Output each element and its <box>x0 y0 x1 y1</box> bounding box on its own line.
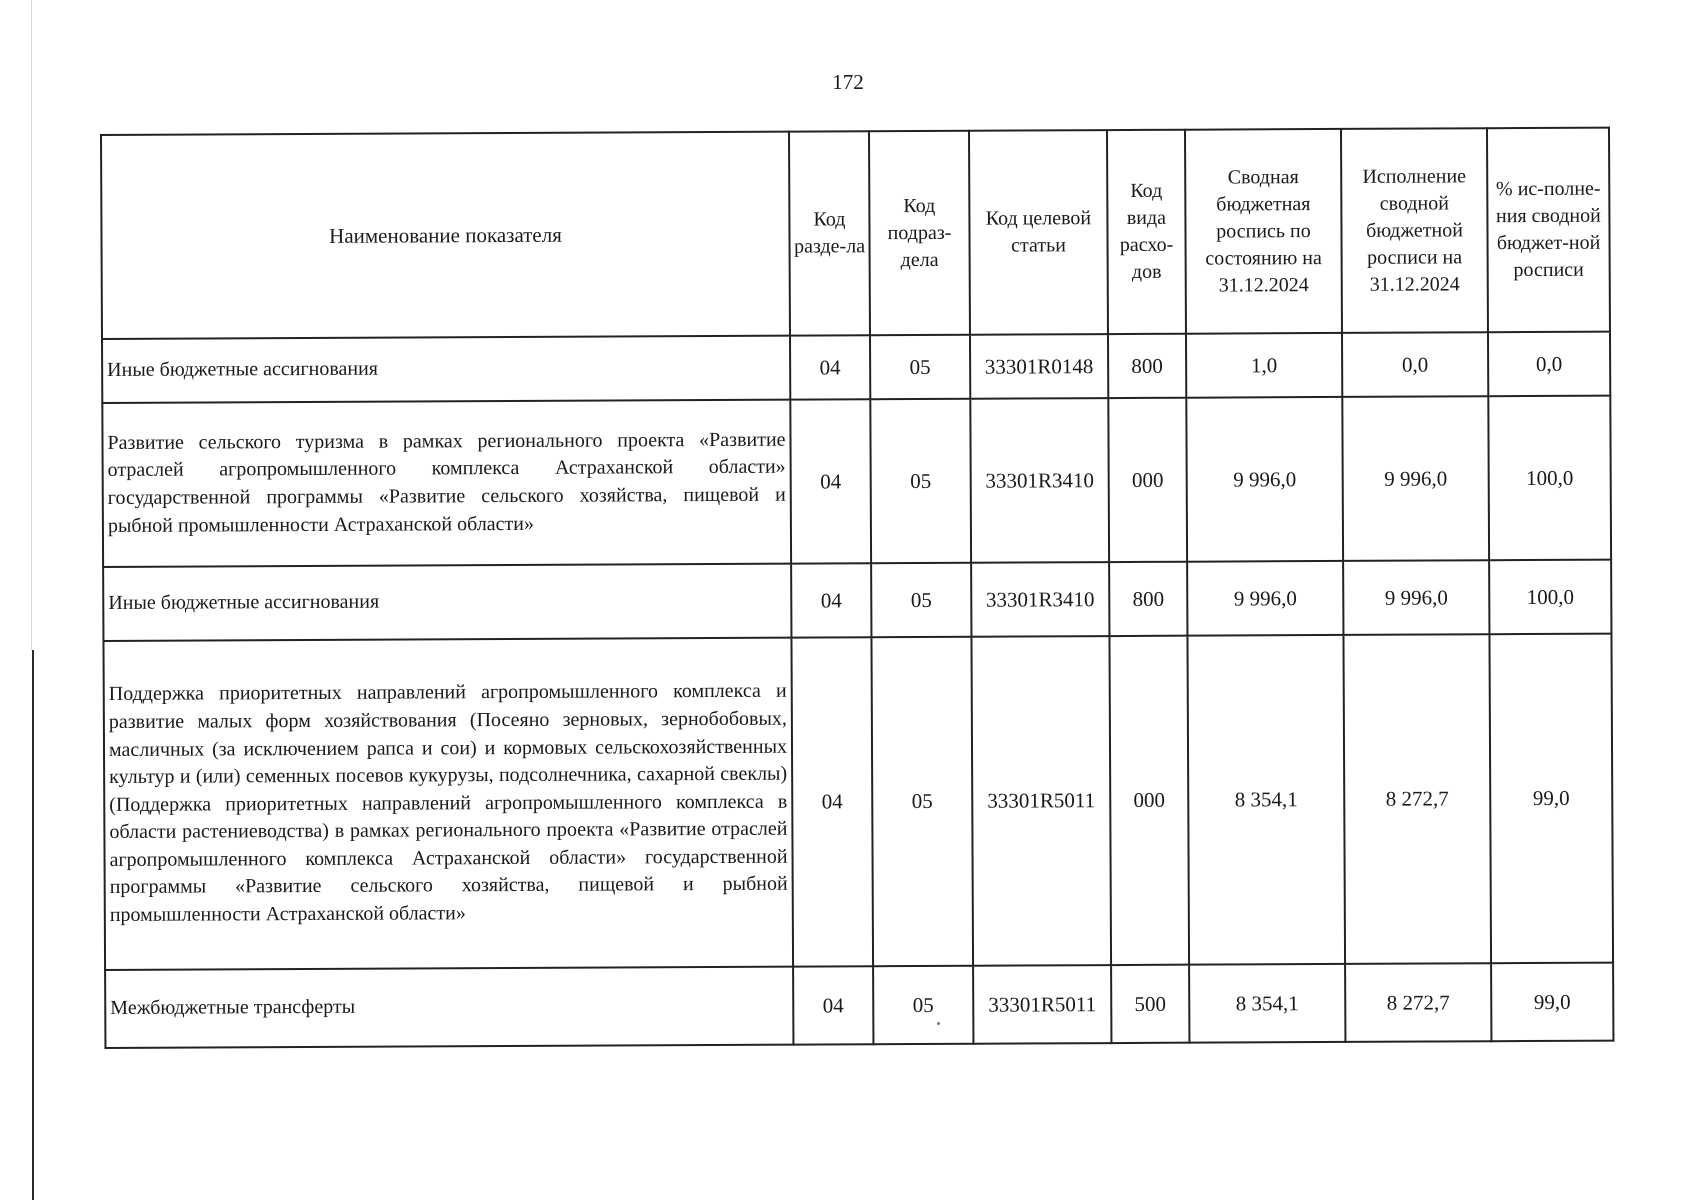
row-name: Иные бюджетные ассигнования <box>103 564 791 641</box>
row-budget-plan: 1,0 <box>1186 333 1342 398</box>
row-subsection: 05 <box>870 335 970 399</box>
header-percent: % ис-полне-ния сводной бюджет-ной росписи <box>1487 128 1610 333</box>
header-target-code: Код целевой статьи <box>969 130 1108 335</box>
table-row <box>102 332 1610 403</box>
header-name: Наименование показателя <box>101 132 790 339</box>
row-expense-type: 000 <box>1108 398 1187 562</box>
row-budget-plan: 8 354,1 <box>1187 635 1345 965</box>
row-target: 33301R5011 <box>971 636 1111 966</box>
header-subsection-code: Код подраз-дела <box>869 131 970 335</box>
row-budget-plan: 8 354,1 <box>1189 964 1345 1043</box>
header-section-code: Код разде-ла <box>789 131 870 335</box>
row-name: Межбюджетные трансферты <box>105 967 793 1048</box>
row-subsection: 05 <box>871 563 971 637</box>
scan-edge-faint <box>31 0 32 650</box>
row-percent: 99,0 <box>1489 634 1613 964</box>
scan-edge-line <box>32 650 34 1200</box>
row-section: 04 <box>791 637 873 966</box>
row-execution: 9 996,0 <box>1342 396 1489 561</box>
row-subsection: 05 <box>870 399 971 563</box>
row-subsection: 05 <box>871 637 973 966</box>
header-expense-type-code: Код вида расхо-дов <box>1107 130 1186 334</box>
row-percent: 100,0 <box>1489 560 1611 635</box>
row-target: 33301R5011 <box>973 965 1111 1044</box>
row-section: 04 <box>790 399 871 563</box>
header-budget-plan: Сводная бюджетная роспись по состоянию на 31.12.2024 <box>1185 129 1342 334</box>
row-name: Поддержка приоритетных направлений агропромышленного комплекса и развитие малых форм хозяйствования (Посеяно зерновых, зернобобовых, масличных (за исключением рапса и сои) и кормовых сельскохозяйственных культур и (или) семенных посевов кукурузы, подсолнечника, сахарной свеклы) (Поддержка приоритетных направлений агропромышленного комплекса в области растениеводства) в рамках регионального проекта «Развитие отраслей агропромышленного комплекса Астраханской области» государственной программы «Развитие сельского хозяйства, пищевой и рыбной промышленности Астраханской области» <box>103 638 793 970</box>
row-name: Иные бюджетные ассигнования <box>102 336 790 403</box>
row-expense-type: 800 <box>1109 562 1187 636</box>
row-percent: 100,0 <box>1488 396 1611 561</box>
row-target: 33301R3410 <box>970 398 1109 563</box>
row-percent: 0,0 <box>1488 332 1610 397</box>
table-row <box>105 963 1613 1048</box>
table-row <box>103 560 1611 641</box>
row-section: 04 <box>791 563 871 637</box>
table-header-row <box>101 128 1610 339</box>
row-subsection: 05 <box>873 966 973 1044</box>
row-name: Развитие сельского туризма в рамках регионального проекта «Развитие отраслей агропромышленного комплекса Астраханской области» государственной программы «Развитие сельского хозяйства, пищевой и рыбной промышленности Астраханской области» <box>102 400 791 567</box>
scan-speck <box>937 1022 940 1025</box>
row-execution: 0,0 <box>1342 332 1488 397</box>
header-execution: Исполнение сводной бюджетной росписи на 31.12.2024 <box>1341 128 1488 333</box>
row-expense-type: 000 <box>1109 636 1189 965</box>
row-execution: 8 272,7 <box>1343 634 1491 964</box>
row-budget-plan: 9 996,0 <box>1187 561 1343 636</box>
table-row <box>102 396 1611 567</box>
row-section: 04 <box>790 335 870 399</box>
row-budget-plan: 9 996,0 <box>1186 397 1343 562</box>
row-section: 04 <box>793 966 873 1044</box>
page-number: 172 <box>832 70 864 94</box>
row-expense-type: 800 <box>1108 334 1186 398</box>
budget-execution-table <box>100 127 1614 1049</box>
row-execution: 9 996,0 <box>1343 560 1489 635</box>
table-row <box>103 634 1613 970</box>
row-target: 33301R0148 <box>970 334 1108 399</box>
row-percent: 99,0 <box>1491 963 1613 1042</box>
row-expense-type: 500 <box>1111 965 1189 1043</box>
row-execution: 8 272,7 <box>1345 963 1491 1042</box>
row-target: 33301R3410 <box>971 562 1109 637</box>
